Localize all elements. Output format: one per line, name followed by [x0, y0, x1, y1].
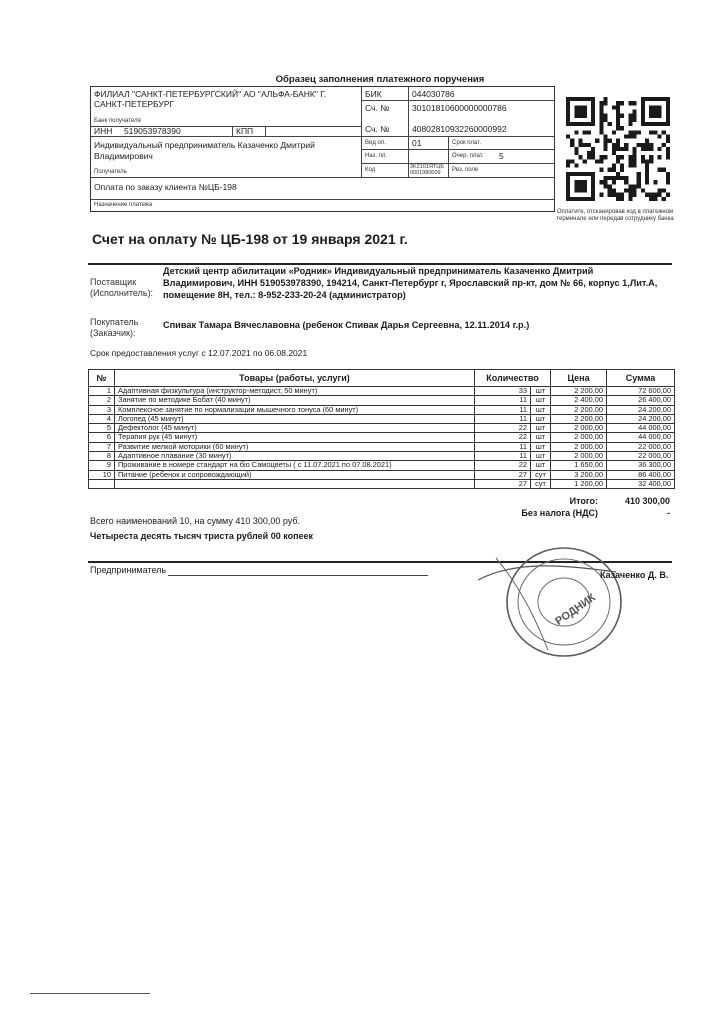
row-number: 8	[89, 452, 115, 461]
recipient-caption: Получатель	[94, 169, 127, 175]
signature-line	[168, 575, 428, 576]
row-name: Дефектолог (45 минут)	[115, 424, 475, 433]
naz-pl-label: Наз. пл.	[365, 153, 388, 159]
row-unit: шт	[531, 387, 551, 396]
row-quantity: 11	[475, 452, 531, 461]
row-unit: шт	[531, 396, 551, 405]
corr-account-value: 30101810600000000786	[412, 103, 507, 113]
title-divider	[88, 263, 672, 265]
row-name: Терапия рук (45 минут)	[115, 433, 475, 442]
table-row	[89, 414, 675, 423]
signer-name: Казаченко Д. В.	[600, 570, 669, 580]
col-goods: Товары (работы, услуги)	[115, 370, 475, 387]
qr-caption: Оплатите, отсканировав код в платежном терминале или передав сотруднику банка	[556, 209, 674, 223]
payment-purpose: Оплата по заказу клиента №ЦБ-198	[94, 182, 237, 192]
row-name: Развитие мелкой моторики (60 минут)	[115, 442, 475, 451]
row-quantity: 22	[475, 433, 531, 442]
col-sum: Сумма	[607, 370, 675, 387]
vid-op-label: Вид оп.	[365, 140, 386, 146]
total-label: Итого:	[569, 496, 598, 506]
vat-value: -	[667, 508, 670, 518]
row-number: 7	[89, 442, 115, 451]
row-number: 9	[89, 461, 115, 470]
row-unit: шт	[531, 405, 551, 414]
corr-account-label: Сч. №	[365, 103, 390, 113]
signer-label: Предприниматель	[90, 565, 167, 575]
kod-label: Код	[365, 167, 376, 173]
row-unit: шт	[531, 414, 551, 423]
kod-value: 3K2101ЯТЦБ 0001980009	[410, 164, 444, 177]
row-unit: шт	[531, 442, 551, 451]
recipient-name: Индивидуальный предприниматель Казаченко Дмитрий Владимирович	[94, 140, 315, 161]
row-sum: 36 300,00	[607, 461, 675, 470]
row-unit: шт	[531, 433, 551, 442]
payment-order-box	[90, 86, 555, 212]
kpp-label: КПП	[236, 126, 254, 136]
col-quantity: Количество	[475, 370, 551, 387]
vat-label: Без налога (НДС)	[521, 508, 598, 518]
row-quantity: 11	[475, 442, 531, 451]
row-unit: сут	[531, 470, 551, 479]
row-price: 2 000,00	[551, 424, 607, 433]
row-name: Адаптивная физкультура (инструктор-методист, 50 минут)	[115, 387, 475, 396]
row-sum: 22 000,00	[607, 442, 675, 451]
table-row	[89, 387, 675, 396]
items-table	[88, 369, 675, 489]
table-row	[89, 442, 675, 451]
vid-op-value: 01	[412, 138, 422, 148]
row-number: 1	[89, 387, 115, 396]
row-quantity: 27	[475, 470, 531, 479]
payment-order-title: Образец заполнения платежного поручения	[275, 74, 485, 85]
bik-label: БИК	[365, 89, 382, 99]
row-quantity: 22	[475, 424, 531, 433]
row-quantity: 11	[475, 405, 531, 414]
row-number: 3	[89, 405, 115, 414]
row-sum: 44 000,00	[607, 433, 675, 442]
row-quantity: 27	[475, 479, 531, 488]
col-price: Цена	[551, 370, 607, 387]
row-price: 2 200,00	[551, 405, 607, 414]
bank-caption: Банк получателя	[94, 118, 141, 124]
row-sum: 44 000,00	[607, 424, 675, 433]
row-name: Комплексное занятие по нормализации мышечного тонуса (60 минут)	[115, 405, 475, 414]
items-summary: Всего наименований 10, на сумму 410 300,00 руб.	[90, 516, 301, 526]
row-number: 4	[89, 414, 115, 423]
row-number: 10	[89, 470, 115, 479]
row-name: Питание (ребенок и сопровождающий)	[115, 470, 475, 479]
row-price: 2 200,00	[551, 387, 607, 396]
rez-label: Рез. поле	[452, 167, 479, 173]
row-price: 2 000,00	[551, 433, 607, 442]
row-number: 5	[89, 424, 115, 433]
row-name: Проживание в номере стандарт на біо Самоцветы ( с 11.07.2021 по 07.08.2021)	[115, 461, 475, 470]
row-sum: 22 000,00	[607, 452, 675, 461]
bank-name: ФИЛИАЛ "САНКТ-ПЕТЕРБУРГСКИЙ" АО "АЛЬФА-БАНК" Г. САНКТ-ПЕТЕРБУРГ	[94, 89, 327, 109]
row-unit: шт	[531, 452, 551, 461]
row-quantity: 11	[475, 396, 531, 405]
row-price: 2 000,00	[551, 442, 607, 451]
total-value: 410 300,00	[624, 496, 670, 506]
row-unit: шт	[531, 424, 551, 433]
row-number: 6	[89, 433, 115, 442]
buyer-text: Спивак Тамара Вячеславовна (ребенок Спивак Дарья Сергеевна, 12.11.2014 г.р.)	[163, 320, 530, 330]
inn-value: 519053978390	[124, 126, 181, 136]
table-row	[89, 461, 675, 470]
buyer-label: Покупатель (Заказчик):	[90, 317, 139, 339]
account-label: Сч. №	[365, 124, 390, 134]
row-number	[89, 479, 115, 488]
row-price: 2 200,00	[551, 414, 607, 423]
table-row	[89, 433, 675, 442]
row-number: 2	[89, 396, 115, 405]
row-sum: 86 400,00	[607, 470, 675, 479]
row-price: 1 200,00	[551, 479, 607, 488]
row-quantity: 22	[475, 461, 531, 470]
table-row	[89, 424, 675, 433]
row-name: Адаптивное плавание (30 минут)	[115, 452, 475, 461]
stamp-text: РОДНИК	[553, 591, 598, 628]
bik-value: 044030786	[412, 89, 455, 99]
row-price: 2 000,00	[551, 452, 607, 461]
account-value: 40802810932260000992	[412, 124, 507, 134]
row-quantity: 11	[475, 414, 531, 423]
row-sum: 72 600,00	[607, 387, 675, 396]
row-sum: 24 200,00	[607, 414, 675, 423]
row-name	[115, 479, 475, 488]
row-price: 1 650,00	[551, 461, 607, 470]
invoice-title: Счет на оплату № ЦБ-198 от 19 января 2021 г.	[92, 231, 408, 247]
row-name: Занятие по методике Бобат (40 минут)	[115, 396, 475, 405]
qr-code-icon	[566, 97, 670, 201]
purpose-caption: Назначение платежа	[94, 202, 153, 208]
supplier-text: Детский центр абилитации «Родник» Индивидуальный предприниматель Казаченко Дмитрий Владимирович, ИНН 519053978390, 194214, Санкт-Петербург г, Ярославский пр-кт, дом № 66, корпус 1,Лит.А, помещение 8Н, тел.: 8-952-233-20-24 (администратор)	[163, 266, 658, 300]
row-price: 3 200,00	[551, 470, 607, 479]
table-row	[89, 405, 675, 414]
footer-line	[30, 993, 150, 994]
supplier-label: Поставщик (Исполнитель):	[90, 277, 154, 299]
row-unit: сут	[531, 479, 551, 488]
stamp-seal-icon	[476, 540, 626, 670]
table-header	[89, 370, 675, 387]
service-period: Срок предоставления услуг с 12.07.2021 по 06.08.2021	[90, 348, 308, 358]
table-row	[89, 479, 675, 488]
row-name: Логопед (45 минут)	[115, 414, 475, 423]
row-sum: 24 200,00	[607, 405, 675, 414]
inn-label: ИНН	[94, 126, 113, 136]
row-sum: 26 400,00	[607, 396, 675, 405]
ochered-value: 5	[499, 151, 504, 161]
row-sum: 32 400,00	[607, 479, 675, 488]
table-row	[89, 396, 675, 405]
ochered-label: Очер. плат.	[452, 153, 484, 159]
srok-label: Срок плат.	[452, 140, 482, 146]
col-number: №	[89, 370, 115, 387]
table-row	[89, 470, 675, 479]
row-price: 2 400,00	[551, 396, 607, 405]
row-quantity: 33	[475, 387, 531, 396]
sum-in-words: Четыреста десять тысяч триста рублей 00 копеек	[90, 531, 314, 541]
row-unit: шт	[531, 461, 551, 470]
table-row	[89, 452, 675, 461]
